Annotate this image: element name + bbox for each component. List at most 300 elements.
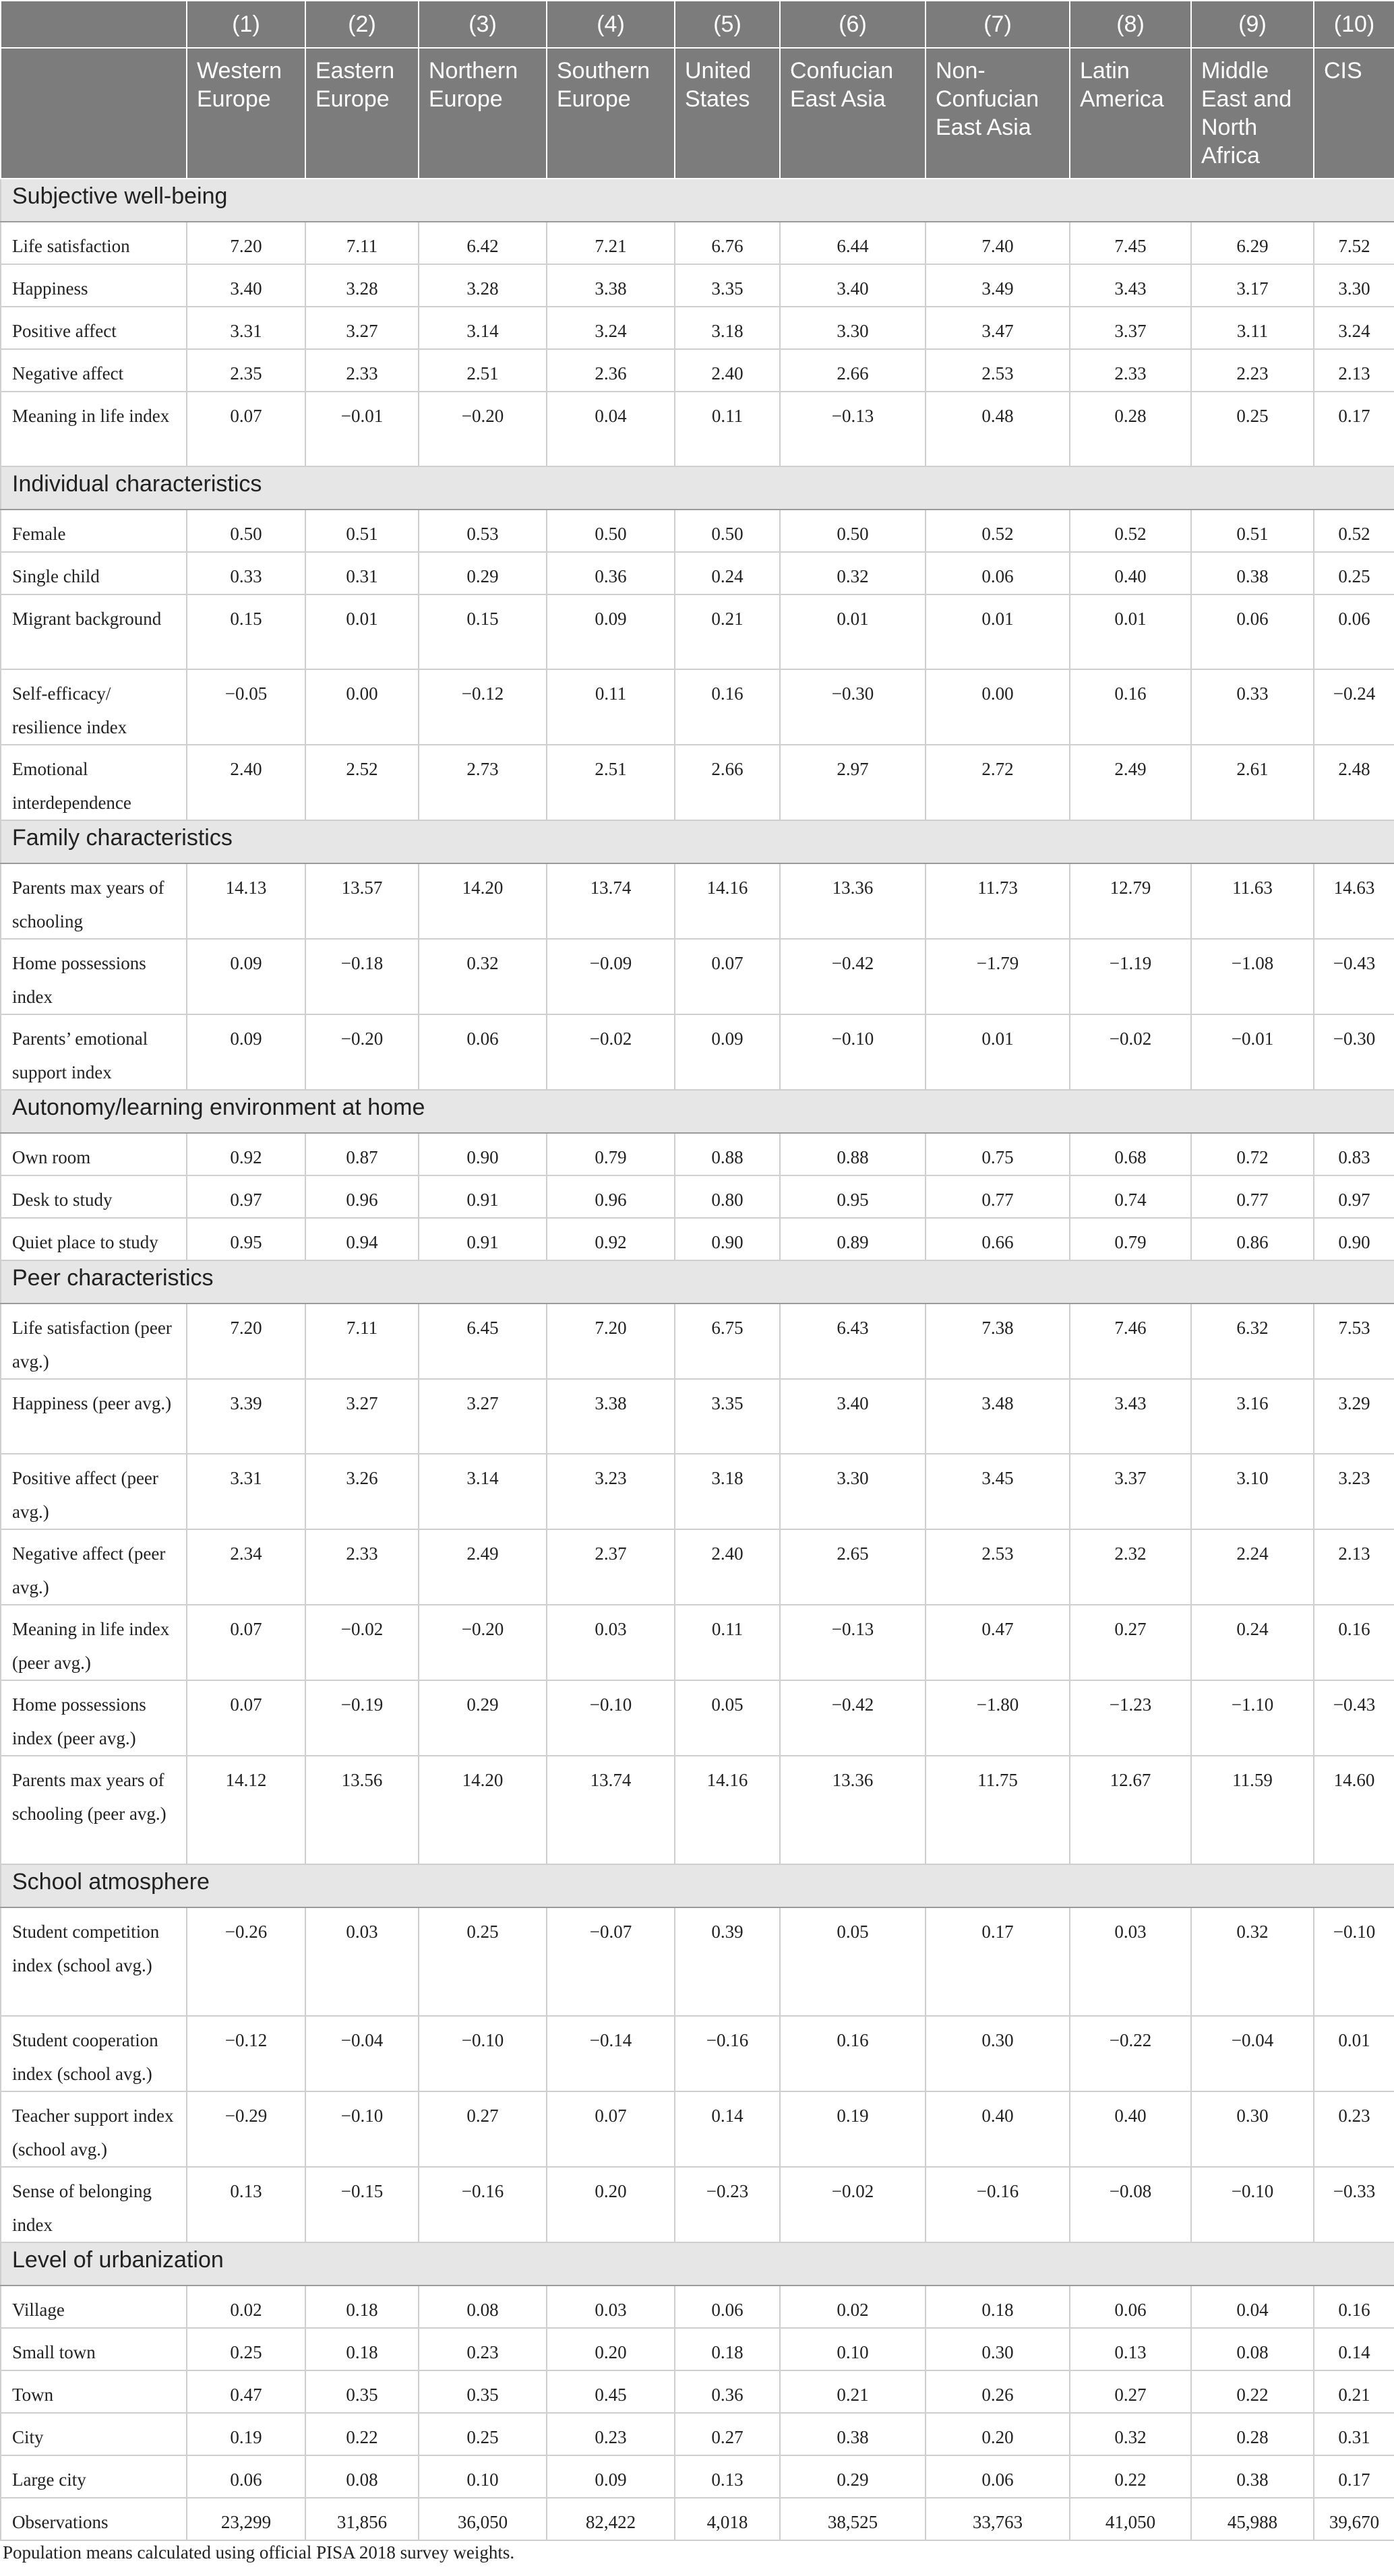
table-cell: 3.17 xyxy=(1191,264,1314,307)
table-cell: −0.01 xyxy=(1191,1014,1314,1090)
table-cell: 2.34 xyxy=(187,1529,305,1605)
table-cell: 7.11 xyxy=(305,1304,419,1379)
table-cell: 14.20 xyxy=(419,863,547,939)
column-number: (8) xyxy=(1070,1,1191,48)
table-cell: 0.25 xyxy=(419,1907,547,2016)
table-cell: 0.27 xyxy=(1070,2370,1191,2413)
table-cell: 7.52 xyxy=(1314,222,1394,264)
table-cell: 0.51 xyxy=(1191,510,1314,552)
table-cell: 0.06 xyxy=(187,2455,305,2498)
table-cell: 0.40 xyxy=(1070,552,1191,594)
table-cell: −0.43 xyxy=(1314,939,1394,1014)
table-cell: 45,988 xyxy=(1191,2498,1314,2540)
table-cell: 0.90 xyxy=(419,1133,547,1175)
table-row xyxy=(1,222,1394,264)
table-cell: 3.14 xyxy=(419,1454,547,1529)
table-cell: 0.25 xyxy=(1314,552,1394,594)
row-label: Positive affect xyxy=(1,307,187,349)
table-cell: 23,299 xyxy=(187,2498,305,2540)
table-row xyxy=(1,594,1394,669)
table-cell: 14.13 xyxy=(187,863,305,939)
table-cell: 0.19 xyxy=(780,2091,926,2167)
table-cell: 3.40 xyxy=(780,1379,926,1454)
table-cell: 3.30 xyxy=(780,307,926,349)
table-cell: −1.10 xyxy=(1191,1680,1314,1756)
table-cell: 11.63 xyxy=(1191,863,1314,939)
table-cell: −1.79 xyxy=(926,939,1070,1014)
table-cell: 0.32 xyxy=(1191,1907,1314,2016)
table-cell: −0.10 xyxy=(1314,1907,1394,2016)
table-cell: 0.17 xyxy=(926,1907,1070,2016)
table-cell: 0.90 xyxy=(1314,1218,1394,1260)
table-cell: −0.04 xyxy=(1191,2016,1314,2091)
table-cell: 0.24 xyxy=(1191,1605,1314,1680)
table-cell: 2.23 xyxy=(1191,349,1314,392)
table-cell: 7.11 xyxy=(305,222,419,264)
table-cell: 2.49 xyxy=(1070,745,1191,820)
table-cell: 0.16 xyxy=(1070,669,1191,745)
row-label: Teacher support index (school avg.) xyxy=(1,2091,187,2167)
table-cell: 0.07 xyxy=(675,939,780,1014)
table-cell: 3.43 xyxy=(1070,1379,1191,1454)
table-cell: 0.87 xyxy=(305,1133,419,1175)
table-cell: 3.48 xyxy=(926,1379,1070,1454)
table-cell: 0.16 xyxy=(780,2016,926,2091)
table-cell: 0.38 xyxy=(1191,552,1314,594)
table-cell: 14.16 xyxy=(675,1756,780,1864)
table-cell: −0.20 xyxy=(419,1605,547,1680)
table-cell: 0.18 xyxy=(675,2328,780,2370)
column-number: (3) xyxy=(419,1,547,48)
table-cell: −0.30 xyxy=(1314,1014,1394,1090)
table-cell: 0.27 xyxy=(675,2413,780,2455)
table-cell: 0.10 xyxy=(419,2455,547,2498)
table-cell: 7.46 xyxy=(1070,1304,1191,1379)
table-cell: 0.23 xyxy=(1314,2091,1394,2167)
table-cell: −1.23 xyxy=(1070,1680,1191,1756)
table-cell: −0.18 xyxy=(305,939,419,1014)
table-cell: 0.48 xyxy=(926,392,1070,466)
table-cell: 2.13 xyxy=(1314,1529,1394,1605)
table-cell: 3.31 xyxy=(187,307,305,349)
table-cell: 0.39 xyxy=(675,1907,780,2016)
table-row xyxy=(1,939,1394,1014)
table-cell: 6.32 xyxy=(1191,1304,1314,1379)
table-cell: 0.92 xyxy=(547,1218,675,1260)
table-cell: 0.17 xyxy=(1314,2455,1394,2498)
table-cell: 0.09 xyxy=(675,1014,780,1090)
table-row xyxy=(1,2413,1394,2455)
table-cell: 3.23 xyxy=(1314,1454,1394,1529)
table-cell: 0.03 xyxy=(547,1605,675,1680)
row-label: Parents max years of schooling (peer avg.) xyxy=(1,1756,187,1864)
table-cell: 0.31 xyxy=(1314,2413,1394,2455)
corner-cell xyxy=(1,48,187,179)
table-cell: 0.74 xyxy=(1070,1175,1191,1218)
table-cell: 0.06 xyxy=(1314,594,1394,669)
table-cell: −0.05 xyxy=(187,669,305,745)
row-label: Negative affect xyxy=(1,349,187,392)
table-cell: 0.32 xyxy=(1070,2413,1191,2455)
row-label: Desk to study xyxy=(1,1175,187,1218)
table-cell: 3.37 xyxy=(1070,1454,1191,1529)
table-cell: −0.23 xyxy=(675,2167,780,2242)
column-number: (5) xyxy=(675,1,780,48)
table-cell: 0.21 xyxy=(780,2370,926,2413)
row-label: Female xyxy=(1,510,187,552)
table-cell: 0.94 xyxy=(305,1218,419,1260)
table-row xyxy=(1,552,1394,594)
table-cell: −0.02 xyxy=(547,1014,675,1090)
table-cell: 0.53 xyxy=(419,510,547,552)
table-footnote: Population means calculated using official PISA 2018 survey weights. xyxy=(3,2542,515,2563)
table-cell: 0.26 xyxy=(926,2370,1070,2413)
table-cell: 0.33 xyxy=(187,552,305,594)
table-cell: 13.36 xyxy=(780,1756,926,1864)
table-cell: −0.19 xyxy=(305,1680,419,1756)
table-cell: 3.28 xyxy=(305,264,419,307)
table-cell: 4,018 xyxy=(675,2498,780,2540)
section-title: Individual characteristics xyxy=(1,466,1394,510)
table-cell: 3.30 xyxy=(780,1454,926,1529)
table-cell: 0.11 xyxy=(547,669,675,745)
table-cell: 3.26 xyxy=(305,1454,419,1529)
table-cell: 3.40 xyxy=(780,264,926,307)
table-cell: 0.88 xyxy=(780,1133,926,1175)
table-cell: −0.12 xyxy=(419,669,547,745)
table-cell: 0.14 xyxy=(1314,2328,1394,2370)
table-cell: 0.25 xyxy=(1191,392,1314,466)
table-cell: 0.36 xyxy=(675,2370,780,2413)
table-cell: 2.35 xyxy=(187,349,305,392)
table-body xyxy=(1,179,1394,2540)
section-title: School atmosphere xyxy=(1,1864,1394,1907)
table-row xyxy=(1,2167,1394,2242)
row-label: Student competition index (school avg.) xyxy=(1,1907,187,2016)
row-label: Home possessions index (peer avg.) xyxy=(1,1680,187,1756)
table-cell: 0.29 xyxy=(780,2455,926,2498)
row-label: Own room xyxy=(1,1133,187,1175)
table-cell: 13.74 xyxy=(547,863,675,939)
table-cell: 0.96 xyxy=(547,1175,675,1218)
table-cell: 0.13 xyxy=(1070,2328,1191,2370)
table-cell: 0.01 xyxy=(1070,594,1191,669)
table-cell: 0.01 xyxy=(926,1014,1070,1090)
table-row xyxy=(1,1605,1394,1680)
table-cell: −0.07 xyxy=(547,1907,675,2016)
table-cell: 0.20 xyxy=(547,2167,675,2242)
table-cell: 0.08 xyxy=(305,2455,419,2498)
table-row xyxy=(1,669,1394,745)
table-cell: 11.75 xyxy=(926,1756,1070,1864)
table-cell: 3.45 xyxy=(926,1454,1070,1529)
row-label: Positive affect (peer avg.) xyxy=(1,1454,187,1529)
table-row xyxy=(1,264,1394,307)
table-cell: 0.91 xyxy=(419,1175,547,1218)
table-cell: 0.02 xyxy=(187,2286,305,2328)
table-row xyxy=(1,392,1394,466)
table-cell: 7.53 xyxy=(1314,1304,1394,1379)
table-cell: −0.42 xyxy=(780,939,926,1014)
table-cell: 0.68 xyxy=(1070,1133,1191,1175)
row-label: Parents max years of schooling xyxy=(1,863,187,939)
table-cell: 0.16 xyxy=(1314,1605,1394,1680)
table-row xyxy=(1,2328,1394,2370)
column-name: Southern Europe xyxy=(547,48,675,179)
table-cell: −0.02 xyxy=(305,1605,419,1680)
table-row xyxy=(1,2455,1394,2498)
row-label: Village xyxy=(1,2286,187,2328)
table-cell: 2.40 xyxy=(675,349,780,392)
table-cell: −0.20 xyxy=(419,392,547,466)
section-title: Peer characteristics xyxy=(1,1260,1394,1304)
table-cell: 3.28 xyxy=(419,264,547,307)
table-cell: 0.29 xyxy=(419,552,547,594)
table-cell: 0.03 xyxy=(547,2286,675,2328)
table-cell: −0.29 xyxy=(187,2091,305,2167)
table-cell: 0.03 xyxy=(1070,1907,1191,2016)
column-name: Middle East and North Africa xyxy=(1191,48,1314,179)
table-cell: 7.20 xyxy=(187,1304,305,1379)
table-cell: 0.17 xyxy=(1314,392,1394,466)
table-cell: 13.57 xyxy=(305,863,419,939)
table-cell: 0.32 xyxy=(419,939,547,1014)
table-cell: 3.24 xyxy=(1314,307,1394,349)
table-cell: 0.28 xyxy=(1191,2413,1314,2455)
table-cell: 13.74 xyxy=(547,1756,675,1864)
table-cell: 0.36 xyxy=(547,552,675,594)
table-cell: −0.10 xyxy=(419,2016,547,2091)
section-header-row xyxy=(1,820,1394,863)
table-cell: 0.47 xyxy=(187,2370,305,2413)
column-name: CIS xyxy=(1314,48,1394,179)
section-title: Subjective well-being xyxy=(1,179,1394,222)
table-cell: 0.22 xyxy=(1191,2370,1314,2413)
column-number: (4) xyxy=(547,1,675,48)
table-cell: −0.22 xyxy=(1070,2016,1191,2091)
table-cell: −0.33 xyxy=(1314,2167,1394,2242)
table-cell: −0.15 xyxy=(305,2167,419,2242)
table-cell: −0.02 xyxy=(1070,1014,1191,1090)
table-cell: 2.97 xyxy=(780,745,926,820)
table-cell: 2.65 xyxy=(780,1529,926,1605)
table-row xyxy=(1,1133,1394,1175)
table-cell: −0.12 xyxy=(187,2016,305,2091)
table-cell: 0.45 xyxy=(547,2370,675,2413)
table-cell: 0.18 xyxy=(305,2286,419,2328)
table-cell: −0.20 xyxy=(305,1014,419,1090)
table-cell: 0.15 xyxy=(187,594,305,669)
table-cell: 0.05 xyxy=(675,1680,780,1756)
table-cell: 0.07 xyxy=(547,2091,675,2167)
table-cell: 0.89 xyxy=(780,1218,926,1260)
table-cell: 3.11 xyxy=(1191,307,1314,349)
table-cell: 0.20 xyxy=(926,2413,1070,2455)
table-cell: 3.27 xyxy=(305,1379,419,1454)
column-number: (7) xyxy=(926,1,1070,48)
table-cell: 3.23 xyxy=(547,1454,675,1529)
table-cell: 14.16 xyxy=(675,863,780,939)
table-cell: 6.42 xyxy=(419,222,547,264)
table-cell: 0.19 xyxy=(187,2413,305,2455)
section-header-row xyxy=(1,1090,1394,1133)
column-number: (9) xyxy=(1191,1,1314,48)
table-cell: −0.24 xyxy=(1314,669,1394,745)
column-name: Confucian East Asia xyxy=(780,48,926,179)
table-cell: 0.06 xyxy=(926,2455,1070,2498)
table-cell: 0.09 xyxy=(187,939,305,1014)
table-cell: 12.79 xyxy=(1070,863,1191,939)
table-cell: 0.21 xyxy=(675,594,780,669)
table-cell: 0.18 xyxy=(926,2286,1070,2328)
table-cell: 3.35 xyxy=(675,264,780,307)
table-cell: 0.06 xyxy=(1070,2286,1191,2328)
table-cell: 0.16 xyxy=(675,669,780,745)
table-cell: 2.51 xyxy=(419,349,547,392)
table-row xyxy=(1,1379,1394,1454)
table-cell: 0.08 xyxy=(1191,2328,1314,2370)
row-label: Emotional interdependence xyxy=(1,745,187,820)
table-cell: −0.13 xyxy=(780,392,926,466)
row-label: Meaning in life index (peer avg.) xyxy=(1,1605,187,1680)
table-cell: −0.30 xyxy=(780,669,926,745)
table-cell: 7.20 xyxy=(547,1304,675,1379)
table-cell: 2.66 xyxy=(780,349,926,392)
table-cell: 0.83 xyxy=(1314,1133,1394,1175)
table-row xyxy=(1,1218,1394,1260)
table-cell: 11.73 xyxy=(926,863,1070,939)
table-cell: 2.13 xyxy=(1314,349,1394,392)
table-cell: 7.20 xyxy=(187,222,305,264)
table-cell: −0.42 xyxy=(780,1680,926,1756)
table-cell: 0.21 xyxy=(1314,2370,1394,2413)
table-cell: 0.09 xyxy=(187,1014,305,1090)
table-cell: 3.37 xyxy=(1070,307,1191,349)
table-row xyxy=(1,510,1394,552)
column-name: Eastern Europe xyxy=(305,48,419,179)
table-cell: 3.47 xyxy=(926,307,1070,349)
table-cell: 6.75 xyxy=(675,1304,780,1379)
table-cell: 0.25 xyxy=(187,2328,305,2370)
table-cell: −0.08 xyxy=(1070,2167,1191,2242)
table-cell: 3.38 xyxy=(547,1379,675,1454)
table-cell: 14.20 xyxy=(419,1756,547,1864)
table-cell: 7.40 xyxy=(926,222,1070,264)
column-name: Western Europe xyxy=(187,48,305,179)
table-cell: 12.67 xyxy=(1070,1756,1191,1864)
table-cell: 0.35 xyxy=(305,2370,419,2413)
table-cell: 6.44 xyxy=(780,222,926,264)
table-cell: 0.18 xyxy=(305,2328,419,2370)
row-label: Life satisfaction (peer avg.) xyxy=(1,1304,187,1379)
section-header-row xyxy=(1,179,1394,222)
table-cell: 3.39 xyxy=(187,1379,305,1454)
table-cell: 0.05 xyxy=(780,1907,926,2016)
table-cell: 14.63 xyxy=(1314,863,1394,939)
table-cell: 2.32 xyxy=(1070,1529,1191,1605)
table-cell: 3.18 xyxy=(675,307,780,349)
table-cell: 0.01 xyxy=(305,594,419,669)
table-cell: 0.24 xyxy=(675,552,780,594)
row-label: Small town xyxy=(1,2328,187,2370)
table-cell: −0.16 xyxy=(419,2167,547,2242)
table-cell: −0.02 xyxy=(780,2167,926,2242)
column-name: United States xyxy=(675,48,780,179)
table-cell: −0.43 xyxy=(1314,1680,1394,1756)
section-header-row xyxy=(1,2242,1394,2286)
table-cell: 2.72 xyxy=(926,745,1070,820)
table-row xyxy=(1,1304,1394,1379)
table-cell: −0.26 xyxy=(187,1907,305,2016)
table-cell: 0.04 xyxy=(1191,2286,1314,2328)
table-cell: 0.75 xyxy=(926,1133,1070,1175)
table-row xyxy=(1,1175,1394,1218)
table-cell: 11.59 xyxy=(1191,1756,1314,1864)
table-cell: 0.77 xyxy=(926,1175,1070,1218)
table-cell: 0.01 xyxy=(926,594,1070,669)
row-label: City xyxy=(1,2413,187,2455)
row-label: Happiness (peer avg.) xyxy=(1,1379,187,1454)
table-cell: 2.49 xyxy=(419,1529,547,1605)
table-cell: 7.21 xyxy=(547,222,675,264)
table-cell: 0.22 xyxy=(305,2413,419,2455)
table-row xyxy=(1,2286,1394,2328)
table-cell: 6.43 xyxy=(780,1304,926,1379)
table-cell: 3.38 xyxy=(547,264,675,307)
table-cell: 0.11 xyxy=(675,392,780,466)
column-number: (6) xyxy=(780,1,926,48)
row-label: Self-efficacy/ resilience index xyxy=(1,669,187,745)
table-cell: 3.31 xyxy=(187,1454,305,1529)
table-cell: 0.86 xyxy=(1191,1218,1314,1260)
table-cell: −0.10 xyxy=(305,2091,419,2167)
table-cell: −0.10 xyxy=(780,1014,926,1090)
row-label: Town xyxy=(1,2370,187,2413)
table-cell: −0.14 xyxy=(547,2016,675,2091)
table-cell: 3.27 xyxy=(305,307,419,349)
row-label: Negative affect (peer avg.) xyxy=(1,1529,187,1605)
table-cell: 0.01 xyxy=(780,594,926,669)
table-cell: −0.01 xyxy=(305,392,419,466)
table-cell: 0.79 xyxy=(1070,1218,1191,1260)
row-label: Home possessions index xyxy=(1,939,187,1014)
section-title: Level of urbanization xyxy=(1,2242,1394,2286)
table-cell: 3.40 xyxy=(187,264,305,307)
table-cell: 3.18 xyxy=(675,1454,780,1529)
table-cell: 0.50 xyxy=(780,510,926,552)
column-number-row xyxy=(1,1,1394,48)
column-name: Latin America xyxy=(1070,48,1191,179)
table-row xyxy=(1,745,1394,820)
table-cell: 7.45 xyxy=(1070,222,1191,264)
table-cell: 2.33 xyxy=(305,349,419,392)
row-label: Quiet place to study xyxy=(1,1218,187,1260)
table-cell: 0.47 xyxy=(926,1605,1070,1680)
table-cell: 0.09 xyxy=(547,2455,675,2498)
table-cell: 0.52 xyxy=(1070,510,1191,552)
table-cell: 0.04 xyxy=(547,392,675,466)
table-cell: 3.30 xyxy=(1314,264,1394,307)
table-cell: 0.30 xyxy=(926,2328,1070,2370)
table-cell: 82,422 xyxy=(547,2498,675,2540)
table-cell: 0.30 xyxy=(926,2016,1070,2091)
table-cell: 0.01 xyxy=(1314,2016,1394,2091)
table-cell: −0.10 xyxy=(1191,2167,1314,2242)
table-cell: 0.97 xyxy=(1314,1175,1394,1218)
table-cell: 0.50 xyxy=(187,510,305,552)
table-cell: 13.36 xyxy=(780,863,926,939)
table-cell: −0.16 xyxy=(926,2167,1070,2242)
